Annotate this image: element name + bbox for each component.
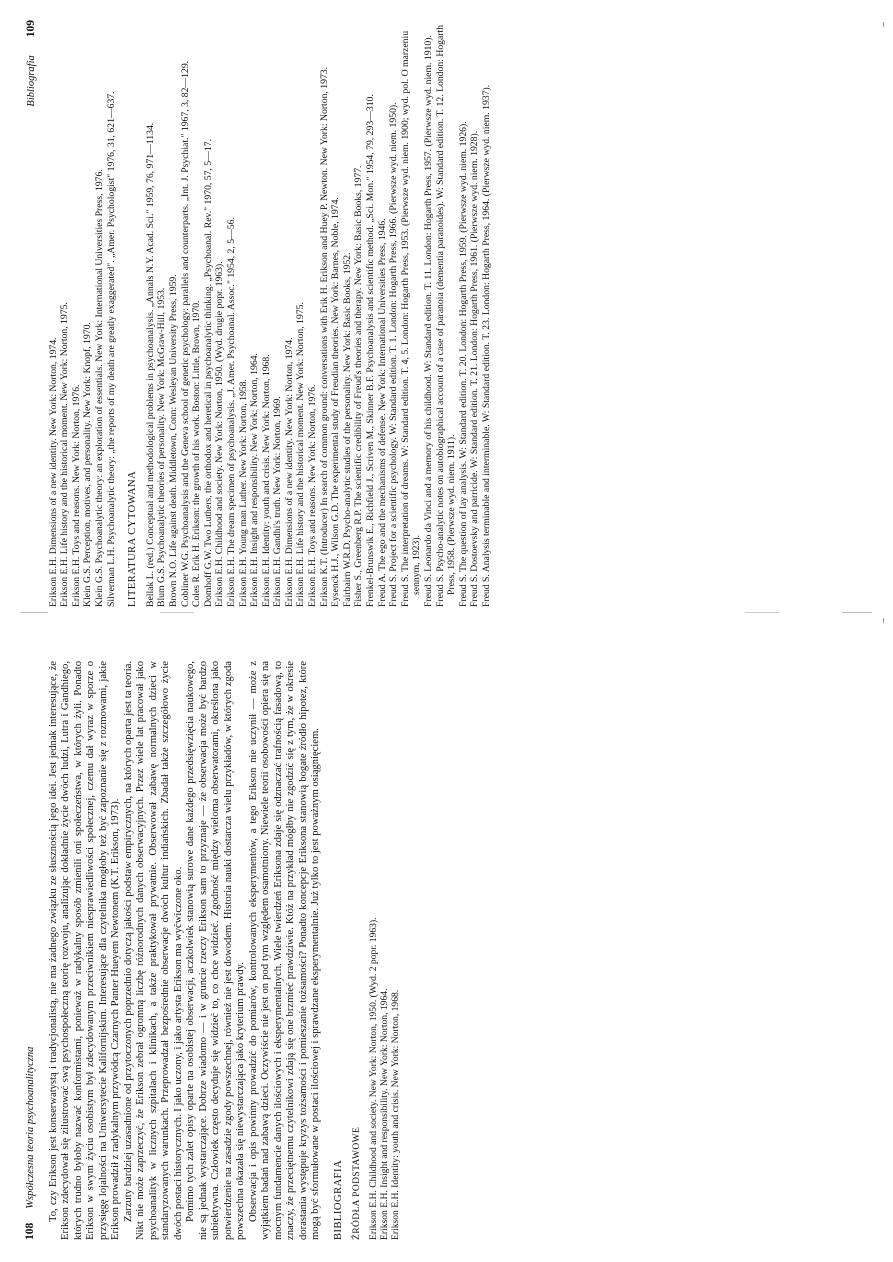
- paragraph: To, czy Erikson jest konserwatystą i tradycjonalistą, nie ma żadnego związku ze słusznością jego idei. Jest jednak interesujące, że Erikson zdecydował się zilustrować swą psychospołeczną teorię rozwoju, analizując dokładnie życie dwóch ludzi, Lutra i Gandhiego, których trudno byłoby nazwać konformistami, ponieważ w radykalny sposób zmienili oni społeczeństwa, w których żyli. Ponadto Erikson w swym życiu osobistym był zdecydowanym przeciwnikiem niesprawiedliwości społecznej, czemu dał wyraz w sporze o przysięgę lojalności na Uniwersytecie Kalifornijskim. Interesujące dla czytelnika mogłoby też być zapoznanie się z rozmowami, jakie Erikson prowadził z radykalnym przywódcą Czarnych Panter Hueyem Newtonem (K.T. Erikson, 1973).: [47, 661, 121, 1240]
- bibliography-entry: Erikson E.H. Identity: youth and crisis. New York: Norton, 1968.: [390, 989, 402, 1240]
- cited-literature-list: [145, 20, 493, 607]
- left-page: [0, 631, 893, 1262]
- bibliography-entry: Erikson E.H. Toys and reasons. New York: Norton, 1976.: [70, 384, 82, 607]
- scan-divider-mark: [160, 612, 194, 613]
- page-number: 109: [25, 20, 37, 38]
- bibliography-entry: Klein G.S. Perception, motives, and personality. New York: Knopf, 1970.: [82, 322, 94, 607]
- bibliography-entry: Blum G.S. Psychoanalytic theories of personality. New York: McGraw-Hill, 1953.: [156, 287, 168, 607]
- scan-divider-mark: [20, 612, 48, 613]
- bibliography-entry: Freud S. Dostoevsky and parricide. W: Standard edition. T. 21. London: Hogarth Press, 1961. (Pierwsze wyd. niem. 1928).: [469, 130, 481, 607]
- bibliography-entry: Erikson K.T. (Introducer) In search of common ground: conversations with Erik H. Erikson and Huey P. Newton. New York: Norton, 1973.: [318, 66, 330, 607]
- bibliography-entry: Freud S. The question of lay analysis. W: Standard edition. T. 20. London: Hogarth Press, 1959. (Pierwsze wyd. niem. 1926).: [457, 121, 469, 607]
- bibliography-entry: Freud S. The interpretation of dreams. W: Standard edition. T. 4, 5. London: Hogarth Press, 1953. (Pierwsze wyd. niem. 1900; wyd. pol. O marzeniu sennym, 1923).: [399, 30, 423, 607]
- bibliography-entry: Domhoff G.W. Two Luthers, the orthodox and heretical in psychoanalytic thinking. „Psychoanal. Rev." 1970, 57, 5—17.: [202, 139, 214, 607]
- bibliography-entry: Bellak L. (red.) Conceptual and methodological problems in psychoanalysis. „Annals N.Y. Acad. Sci." 1959, 76, 971—1134.: [144, 122, 156, 607]
- bibliography-entry: Erikson E.H. Toys and reasons. New York: Norton, 1976.: [307, 384, 319, 607]
- bibliography-entry: Silverman L.H. Psychoanalytic theory: „the reports of my death are greatly exaggerated". „Amer. Psychologist" 1976, 31, 621—637.: [105, 91, 117, 607]
- bibliography-entry: Freud S. Psycho-analytic notes on autobiographical account of a case of paranoia (dementia paranoides). W: Standard edition. T. 12. London: Hogarth Press, 1958. (Pierwsze wyd. niem. 1911).: [434, 24, 458, 607]
- bibliography-entry: Erikson E.H. Dimensions of a new identity. New York: Norton, 1974.: [283, 337, 295, 607]
- bibliography-entry: Erikson E.H. Gandhi's truth. New York: Norton, 1969.: [272, 396, 284, 607]
- bibliography-entry: Fairbairn W.R.D. Psycho-analytic studies of the personality. New York: Basic Books, 1952.: [341, 252, 353, 607]
- running-title: Bibliografia: [26, 55, 37, 107]
- scan-divider-mark: [745, 612, 779, 613]
- bibliography-entry: Erikson E.H. The dream specimen of psychoanalysis. „J. Amer. Psychoanal. Assoc." 1954, 2, 5—56.: [225, 217, 237, 607]
- sources-heading: ŹRÓDŁA PODSTAWOWE: [352, 1126, 362, 1240]
- bibliography-entry: Erikson E.H. Childhood and society. New York: Norton, 1950. (Wyd. 2 popr. 1963).: [367, 917, 379, 1240]
- bibliography-entry: Brown N.O. Life against death. Middletown, Conn: Wesleyan University Press, 1959.: [167, 274, 179, 607]
- bibliography-heading: BIBLIOGRAFIA: [332, 1159, 344, 1240]
- body-text: [48, 661, 323, 1240]
- literature-heading: LITERATURA CYTOWANA: [127, 470, 139, 607]
- bibliography-entry: Coles R. Erik H. Erikson: the growth of his work. Boston: Little, Brown, 1970.: [191, 300, 203, 607]
- bibliography-entry: Fisher S., Greenberg R.P. The scientific credibility of Freud's theories and therapy. New York: Basic Books, 1977.: [353, 165, 365, 607]
- bibliography-entry: Erikson E.H. Insight and responsibility. New York: Norton, 1964.: [378, 988, 390, 1240]
- page-number: 108: [24, 1222, 36, 1240]
- bibliography-entry: Erikson E.H. Insight and responsibility. New York: Norton, 1964.: [249, 353, 261, 607]
- paragraph: Obserwacja i opis powinny prowadzić do pomiarów, kontrolowanych eksperymentów, a tego Erikson nie uczynił — może z wyjątkiem badań nad zabawą dzieci. Oczywiście nie jest on pod tym względem osamotniony. Niewiele teorii osobowości opiera się na mocnym fundamencie danych ilościowych i eksperymentalnych. Wiele twierdzeń Eriksona zdaje się odznaczać trafnością fasadową, to znaczy, że przeciętnemu czytelnikowi zdają się one brzmieć prawdziwie. Któż na przykład mógłby nie zgodzić się z tym, że w okresie dorastania występuje kryzys tożsamości i pomieszanie tożsamości? Ponadto koncepcje Eriksona stanowią bogate źródło hipotez, które mogą być sformułowane w postaci ilościowej i sprawdzane eksperymentalnie. Już tylko to jest poważnym osiągnięciem.: [247, 661, 321, 1240]
- bibliography-entry: Freud S. Leonardo da Vinci and a memory of his childhood. W: Standard edition. T. 11. London: Hogarth Press, 1957. (Pierwsze wyd. niem. 1910).: [423, 35, 434, 607]
- continued-sources-list: [48, 20, 118, 607]
- running-title: Współczesna teoria psychoanalityczna: [25, 1046, 36, 1209]
- bibliography-entry: Freud A. The ego and the mechanisms of defense. New York: International Universities Press, 1946.: [376, 218, 388, 607]
- scan-corner-mark: [883, 618, 889, 623]
- right-page-header: [26, 20, 38, 607]
- bibliography-entry: Cobliner W.G. Psychoanalysis and the Geneva school of genetic psychology: parallels and counterparts. „Int. J. Psychiat." 1967, 3, 82—129.: [179, 60, 191, 607]
- bibliography-entry: Erikson E.H. Life history and the historical moment. New York: Norton, 1975.: [295, 302, 307, 607]
- bibliography-entry: Erikson E.H. Childhood and society. New York: Norton, 1950. (Wyd. drugie popr. 1963).: [214, 261, 226, 607]
- primary-sources-list: [368, 661, 402, 1240]
- paragraph: Zarzuty bardziej uzasadnione od przytoczonych poprzednio dotyczą jakości podstaw empirycznych, na których oparta jest ta teoria. Nikt nie może zaprzeczyć, że Erikson zebrał ogromną liczbę różnorodnych danych obserwacyjnych. Przez wiele lat pracował jako psychoanalityk w licznych szpitalach i klinikach, a także praktykował prywatnie. Obserwował zabawę normalnych dzieci w standaryzowanych warunkach. Przeprowadzał bezpośrednie obserwacje dwóch kultur indiańskich. Zbadał także szczegółowo życie dwóch postaci historycznych. I jako uczony, i jako artysta Erikson ma wyćwiczone oko.: [122, 661, 184, 1240]
- bibliography-entry: Freud S. Project for a scientific psychology. W: Standard edition. T. 1. London: Hogarth Press, 1966. (Pierwsze wyd. niem. 1950).: [388, 102, 400, 607]
- bibliography-entry: Freud S. Analysis terminable and interminable. W: Standard edition. T. 23. London: Hogarth Press, 1964. (Pierwsze wyd. niem. 1937).: [480, 84, 492, 607]
- bibliography-entry: Erikson E.H. Identity: youth and crisis. New York: Norton, 1968.: [260, 354, 272, 607]
- bibliography-entry: Erikson E.H. Life history and the historical moment. New York: Norton, 1975.: [59, 302, 71, 607]
- scan-divider-mark: [842, 612, 872, 613]
- bibliography-entry: Eysenck H.J., Wilson G.D. The experimental study of Freudian theories. New York: Barnes, Noble, 1974.: [330, 197, 342, 607]
- bibliography-entry: Erikson E.H. Young man Luther. New York: Norton, 1958.: [237, 379, 249, 607]
- bibliography-entry: Klein G.S. Psychoanalytic theory: an exploration of essentials. New York: International Universities Press, 1976.: [93, 169, 105, 607]
- bibliography-entry: Frenkel-Brunswik E., Richfield J., Scriven M., Skinner B.F. Psychoanalysis and scientific method. „Sci. Mon." 1954, 79, 293—310.: [365, 94, 377, 607]
- bibliography-entry: Erikson E.H. Dimensions of a new identity. New York: Norton, 1974.: [47, 337, 59, 607]
- paragraph: Pomimo tych zalet opisy oparte na osobistej obserwacji, aczkolwiek stanowią surowe dane każdego przedsięwzięcia naukowego, nie są jednak wystarczające. Dobrze wiadomo — i w gruncie rzeczy Erikson sam to przyznaje — że obserwacja może być bardzo subiektywna. Człowiek często decyduje się widzieć to, co chce widzieć. Zgodność między wieloma obserwatorami, określona jako potwierdzenie na zasadzie zgody powszechnej, również nie jest dowodem. Historia nauki dostarcza wielu przykładów, w których zgoda powszechna okazała się niewystarczająca jako kryterium prawdy.: [185, 661, 246, 1240]
- left-page-header: [24, 661, 38, 1240]
- scan-corner-mark: [883, 22, 889, 27]
